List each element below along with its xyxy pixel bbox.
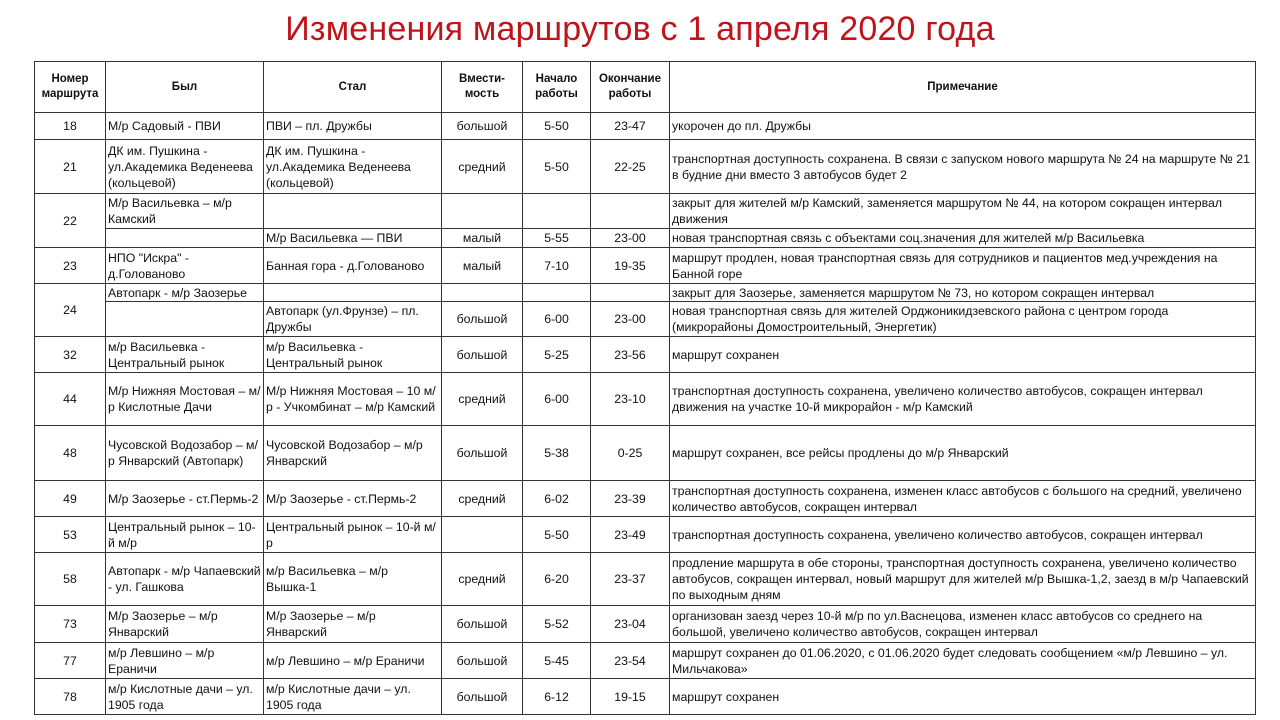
route-became: М/р Заозерье - ст.Пермь-2 [264,481,442,517]
route-became: М/р Нижняя Мостовая – 10 м/р - Учкомбинат – м/р Камский [264,373,442,426]
route-number: 24 [35,284,106,337]
route-number: 18 [35,113,106,140]
route-note: организован заезд через 10-й м/р по ул.Васнецова, изменен класс автобусов со среднего на большой, увеличено количество автобусов, сокращен интервал [670,606,1256,643]
table-row [35,140,1256,194]
route-end: 23-39 [591,481,670,517]
route-start: 6-12 [523,679,591,715]
route-number: 23 [35,248,106,284]
route-became: Автопарк (ул.Фрунзе) – пл. Дружбы [264,302,442,337]
route-end: 23-56 [591,337,670,373]
table-row [35,229,1256,248]
route-note: маршрут сохранен [670,679,1256,715]
route-capacity [442,194,523,229]
route-note: маршрут сохранен [670,337,1256,373]
route-was [106,229,264,248]
route-note: маршрут сохранен, все рейсы продлены до м/р Январский [670,426,1256,481]
route-capacity: средний [442,140,523,194]
route-note: продление маршрута в обе стороны, транспортная доступность сохранена, увеличено количество автобусов, сокращен интервал, новый маршрут для жителей м/р Вышка-1,2, заезд в м/р Чапаевский по выходным дням [670,553,1256,606]
route-was: м/р Васильевка - Центральный рынок [106,337,264,373]
route-number: 44 [35,373,106,426]
route-became: Центральный рынок – 10-й м/р [264,517,442,553]
route-start: 6-02 [523,481,591,517]
route-start [523,194,591,229]
route-became: Чусовской Водозабор – м/р Январский [264,426,442,481]
route-number: 78 [35,679,106,715]
route-end: 22-25 [591,140,670,194]
header-route-number: Номер маршрута [35,62,106,113]
table-row [35,426,1256,481]
table-row [35,337,1256,373]
route-number: 21 [35,140,106,194]
route-note: маршрут сохранен до 01.06.2020, с 01.06.2020 будет следовать сообщением «м/р Левшино – ул. Мильчакова» [670,643,1256,679]
table-row [35,679,1256,715]
route-note: маршрут продлен, новая транспортная связь для сотрудников и пациентов мед.учреждения на Банной горе [670,248,1256,284]
route-end: 23-49 [591,517,670,553]
route-end [591,284,670,302]
route-became: м/р Левшино – м/р Ераничи [264,643,442,679]
route-was: ДК им. Пушкина - ул.Академика Веденеева (кольцевой) [106,140,264,194]
route-capacity: большой [442,643,523,679]
route-note: новая транспортная связь с объектами соц.значения для жителей м/р Васильевка [670,229,1256,248]
table-row [35,248,1256,284]
header-start: Начало работы [523,62,591,113]
route-end: 23-37 [591,553,670,606]
route-start: 5-38 [523,426,591,481]
route-end [591,194,670,229]
route-start: 5-50 [523,113,591,140]
route-became: ПВИ – пл. Дружбы [264,113,442,140]
header-was: Был [106,62,264,113]
route-end: 23-54 [591,643,670,679]
route-start: 5-52 [523,606,591,643]
route-end: 23-10 [591,373,670,426]
route-was: НПО "Искра" - д.Голованово [106,248,264,284]
header-capacity: Вмести- мость [442,62,523,113]
route-became [264,194,442,229]
table-row [35,517,1256,553]
route-number: 73 [35,606,106,643]
route-note: транспортная доступность сохранена, увеличено количество автобусов, сокращен интервал [670,517,1256,553]
route-capacity: большой [442,302,523,337]
table-row [35,606,1256,643]
route-number: 53 [35,517,106,553]
route-capacity [442,517,523,553]
table-row [35,643,1256,679]
route-end: 23-00 [591,229,670,248]
route-end: 23-04 [591,606,670,643]
route-start: 6-20 [523,553,591,606]
route-was: М/р Васильевка – м/р Камский [106,194,264,229]
route-number: 77 [35,643,106,679]
route-capacity: средний [442,553,523,606]
route-note: транспортная доступность сохранена, изменен класс автобусов с большого на средний, увеличено количество автобусов, сокращен интервал [670,481,1256,517]
route-was: м/р Левшино – м/р Ераничи [106,643,264,679]
route-was: Автопарк - м/р Чапаевский - ул. Гашкова [106,553,264,606]
table-row [35,284,1256,302]
route-was [106,302,264,337]
route-capacity [442,284,523,302]
route-capacity: большой [442,337,523,373]
route-start: 5-50 [523,517,591,553]
table-row [35,302,1256,337]
route-end: 19-35 [591,248,670,284]
header-note: Примечание [670,62,1256,113]
route-became: м/р Кислотные дачи – ул. 1905 года [264,679,442,715]
table-header-row [35,62,1256,113]
route-capacity: средний [442,481,523,517]
route-note: транспортная доступность сохранена. В связи с запуском нового маршрута № 24 на маршруте № 21 в будние дни вместо 3 автобусов будет 2 [670,140,1256,194]
route-start: 5-25 [523,337,591,373]
route-became: М/р Васильевка — ПВИ [264,229,442,248]
route-note: транспортная доступность сохранена, увеличено количество автобусов, сокращен интервал движения на участке 10-й микрорайон - м/р Камский [670,373,1256,426]
route-number: 49 [35,481,106,517]
route-number: 32 [35,337,106,373]
route-was: М/р Садовый - ПВИ [106,113,264,140]
route-became: ДК им. Пушкина - ул.Академика Веденеева (кольцевой) [264,140,442,194]
route-start: 5-50 [523,140,591,194]
table-row [35,481,1256,517]
route-capacity: малый [442,248,523,284]
route-note: новая транспортная связь для жителей Орджоникидзевского района с центром города (микрорайоны Домостроительный, Энергетик) [670,302,1256,337]
route-capacity: большой [442,679,523,715]
routes-table [34,61,1256,715]
route-became: Банная гора - д.Голованово [264,248,442,284]
route-start: 7-10 [523,248,591,284]
route-was: М/р Нижняя Мостовая – м/р Кислотные Дачи [106,373,264,426]
route-was: Чусовской Водозабор – м/р Январский (Автопарк) [106,426,264,481]
route-capacity: средний [442,373,523,426]
route-start: 5-45 [523,643,591,679]
route-end: 0-25 [591,426,670,481]
route-became [264,284,442,302]
route-capacity: большой [442,606,523,643]
route-note: укорочен до пл. Дружбы [670,113,1256,140]
table-row [35,373,1256,426]
route-end: 23-47 [591,113,670,140]
route-start: 5-55 [523,229,591,248]
route-number: 58 [35,553,106,606]
route-was: Центральный рынок – 10-й м/р [106,517,264,553]
route-note: закрыт для жителей м/р Камский, заменяется маршрутом № 44, на котором сокращен интервал движения [670,194,1256,229]
route-became: м/р Васильевка - Центральный рынок [264,337,442,373]
route-capacity: малый [442,229,523,248]
route-number: 48 [35,426,106,481]
header-end: Окончание работы [591,62,670,113]
route-became: М/р Заозерье – м/р Январский [264,606,442,643]
page-title: Изменения маршрутов с 1 апреля 2020 года [285,10,995,48]
route-became: м/р Васильевка – м/р Вышка-1 [264,553,442,606]
route-end: 19-15 [591,679,670,715]
route-capacity: большой [442,426,523,481]
route-end: 23-00 [591,302,670,337]
route-was: Автопарк - м/р Заозерье [106,284,264,302]
route-note: закрыт для Заозерье, заменяется маршрутом № 73, но котором сокращен интервал [670,284,1256,302]
route-start [523,284,591,302]
table-row [35,194,1256,229]
route-start: 6-00 [523,373,591,426]
route-number: 22 [35,194,106,248]
route-start: 6-00 [523,302,591,337]
table-row [35,113,1256,140]
route-was: м/р Кислотные дачи – ул. 1905 года [106,679,264,715]
header-became: Стал [264,62,442,113]
route-capacity: большой [442,113,523,140]
route-was: М/р Заозерье – м/р Январский [106,606,264,643]
table-row [35,553,1256,606]
route-was: М/р Заозерье - ст.Пермь-2 [106,481,264,517]
